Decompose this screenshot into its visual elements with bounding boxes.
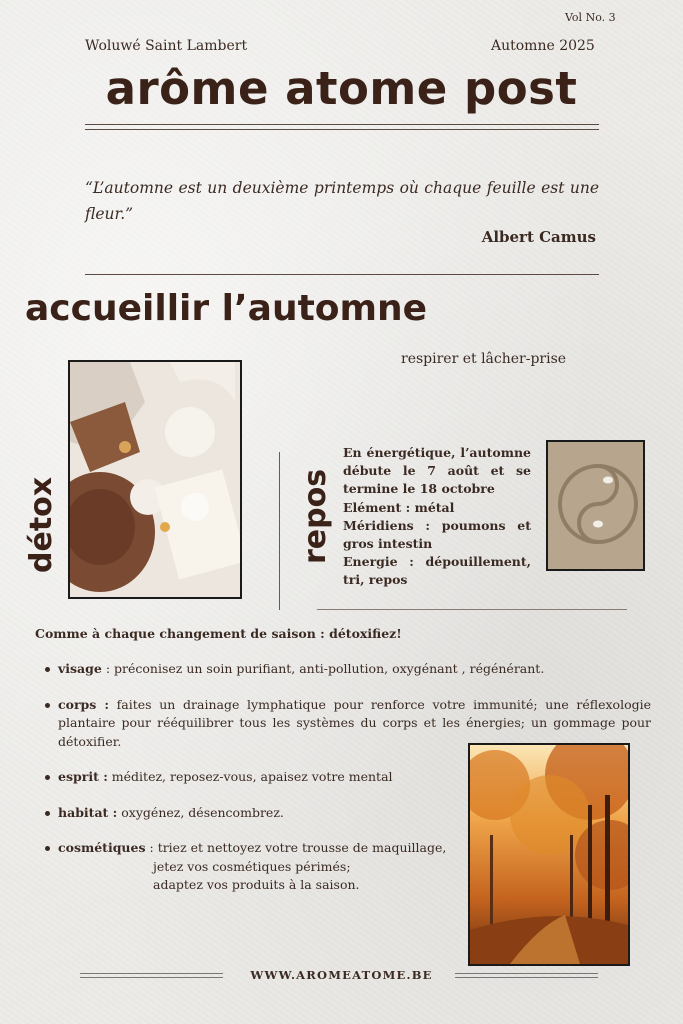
- list-item-text: oxygénez, désencombrez.: [121, 804, 284, 820]
- autumn-forest-illustration: [470, 745, 628, 964]
- list-item-sep: [109, 697, 117, 712]
- list-item-term: esprit :: [58, 769, 108, 784]
- list-item-term: corps :: [58, 696, 109, 712]
- energy-info-energy: Energie : dépouillement, tri, repos: [343, 554, 531, 588]
- list-item-text-line2: jetez vos cosmétiques périmés;: [153, 858, 351, 874]
- masthead-title: arôme atome post: [105, 62, 578, 115]
- section-title: accueillir l’automne: [25, 288, 428, 329]
- energy-info: [343, 444, 531, 590]
- detox-lead: Comme à chaque changement de saison : détoxifiez!: [35, 626, 402, 641]
- column-divider: [279, 452, 280, 610]
- footer-rule-right-1: [455, 973, 598, 974]
- list-item-sep: :: [145, 840, 158, 855]
- quote-text: “L’automne est un deuxième printemps où chaque feuille est une fleur.”: [85, 179, 599, 223]
- footer-rule-right-2: [455, 977, 598, 978]
- volume-number: Vol No. 3: [565, 11, 616, 24]
- autumn-forest-photo: [468, 743, 630, 966]
- list-item-esprit: [41, 768, 468, 787]
- list-item-cosmetiques: [41, 839, 468, 895]
- list-item-text-line3: adaptez vos produits à la saison.: [153, 877, 360, 892]
- autumn-flatlay-photo: [68, 360, 242, 599]
- bullet-dot: [45, 667, 50, 672]
- energy-info-meridians: Méridiens : poumons et gros intestin: [343, 517, 531, 552]
- sand-yin-yang-photo: [546, 440, 645, 571]
- section-subtitle: respirer et lâcher-prise: [401, 351, 567, 367]
- vertical-label-repos: repos: [298, 468, 333, 564]
- list-item-visage: [41, 660, 651, 679]
- bullet-dot: [45, 811, 50, 816]
- vertical-label-detox: détox: [24, 476, 59, 573]
- list-item-text: faites un drainage lymphatique pour renforce votre immunité; une réflexologie plantaire pour rééquilibrer tous les systèmes du corps et les énergies; un gommage pour détoxifier.: [58, 696, 652, 749]
- list-item-text: méditez, reposez-vous, apaisez votre mental: [111, 769, 393, 784]
- website-url[interactable]: WWW.AROMEATOME.BE: [250, 968, 433, 982]
- bullet-dot: [45, 775, 50, 780]
- quote-divider: [85, 274, 599, 275]
- bullet-dot: [45, 846, 50, 851]
- energy-info-dates: En énergétique, l’automne débute le 7 août et se termine le 18 octobre: [343, 445, 531, 497]
- masthead-rule-bottom: [85, 129, 599, 130]
- list-item-term: cosmétiques: [58, 840, 146, 855]
- masthead-rule-top: [85, 124, 599, 125]
- autumn-flatlay-illustration: [70, 362, 240, 597]
- list-item-text: triez et nettoyez votre trousse de maquillage,: [157, 840, 447, 855]
- location: Woluwé Saint Lambert: [85, 38, 248, 54]
- list-item-text: préconisez un soin purifiant, anti-pollution, oxygénant , régénérant.: [114, 661, 545, 676]
- list-item-term: habitat :: [58, 804, 118, 820]
- bullet-dot: [45, 703, 50, 708]
- season-date: Automne 2025: [491, 38, 595, 54]
- info-divider: [317, 609, 627, 610]
- energy-info-element: Elément : métal: [343, 499, 455, 515]
- list-item-habitat: [41, 804, 468, 823]
- quote-author: Albert Camus: [481, 228, 596, 246]
- list-item-sep: :: [101, 661, 115, 676]
- yin-yang-sand-illustration: [548, 442, 643, 569]
- list-item-term: visage: [58, 661, 102, 676]
